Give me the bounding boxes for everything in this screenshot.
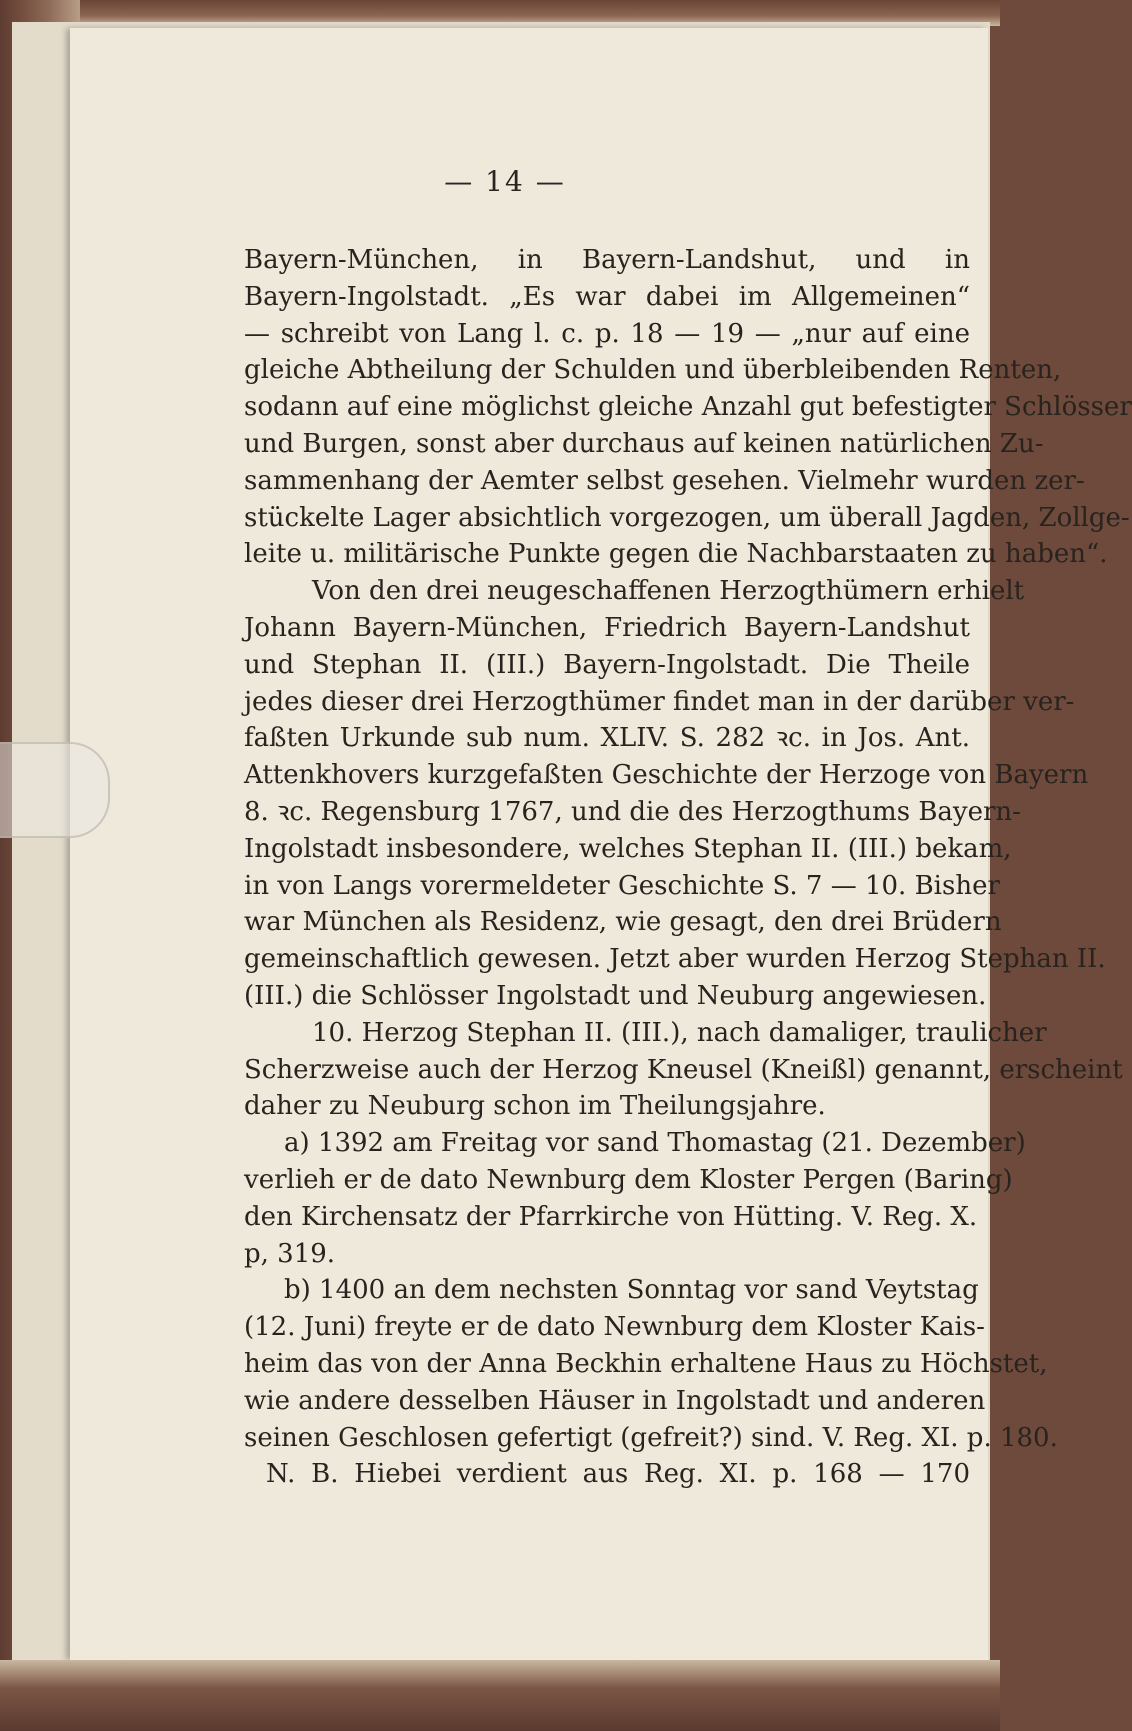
text-line: 8. ꝛc. Regensburg 1767, und die des Herzogthums Bayern- xyxy=(244,796,1021,827)
text-line: war München als Residenz, wie gesagt, den drei Brüdern xyxy=(244,907,1002,938)
text-line: leite u. militärische Punkte gegen die Nachbarstaaten zu haben“. xyxy=(244,539,1108,570)
text-line: Ingolstadt insbesondere, welches Stephan II. (III.) bekam, xyxy=(244,833,1012,864)
page-body-text xyxy=(244,242,1132,1493)
text-line: (III.) die Schlösser Ingolstadt und Neuburg angewiesen. xyxy=(244,980,987,1011)
text-line: stückelte Lager absichtlich vorgezogen, um überall Jagden, Zollge- xyxy=(244,502,1130,533)
text-line: gemeinschaftlich gewesen. Jetzt aber wurden Herzog Stephan II. xyxy=(244,944,1106,975)
text-line: gleiche Abtheilung der Schulden und überbleibenden Renten, xyxy=(244,355,1062,386)
text-line: verlieh er de dato Newnburg dem Kloster Pergen (Baring) xyxy=(244,1164,1013,1195)
text-line: — schreibt von Lang l. c. p. 18 — 19 — „nur auf eine xyxy=(244,318,970,349)
text-line: wie andere desselben Häuser in Ingolstadt und anderen xyxy=(244,1385,986,1416)
text-line: daher zu Neuburg schon im Theilungsjahre. xyxy=(244,1091,826,1122)
text-line: b) 1400 an dem nechsten Sonntag vor sand Veytstag xyxy=(284,1275,979,1306)
text-line: den Kirchensatz der Pfarrkirche von Hütting. V. Reg. X. xyxy=(244,1201,978,1232)
text-line: und Stephan II. (III.) Bayern-Ingolstadt. Die Theile xyxy=(244,649,970,680)
text-line: sodann auf eine möglichst gleiche Anzahl gut befestigter Schlösser xyxy=(244,392,1132,423)
text-line: Von den drei neugeschaffenen Herzogthümern erhielt xyxy=(312,576,1025,607)
book-bottom-edge xyxy=(0,1660,1000,1731)
text-line: seinen Geschlosen gefertigt (gefreit?) sind. V. Reg. XI. p. 180. xyxy=(244,1422,1058,1453)
text-line: Bayern-Ingolstadt. „Es war dabei im Allgemeinen“ xyxy=(244,281,970,312)
text-line: (12. Juni) freyte er de dato Newnburg dem Kloster Kais- xyxy=(244,1312,985,1343)
text-line: Bayern-München, in Bayern-Landshut, und in xyxy=(244,245,970,275)
text-line: p, 319. xyxy=(244,1238,336,1269)
text-line: Johann Bayern-München, Friedrich Bayern-Landshut xyxy=(244,612,970,643)
text-line: jedes dieser drei Herzogthümer findet man in der darüber ver- xyxy=(244,686,1075,717)
page-number: — 14 — xyxy=(444,165,566,198)
text-line: 10. Herzog Stephan II. (III.), nach damaliger, traulicher xyxy=(312,1017,1047,1048)
text-line: sammenhang der Aemter selbst gesehen. Vielmehr wurden zer- xyxy=(244,465,1085,496)
text-line: Scherzweise auch der Herzog Kneusel (Kneißl) genannt, erscheint xyxy=(244,1054,1123,1085)
text-line: und Burgen, sonst aber durchaus auf keinen natürlichen Zu- xyxy=(244,428,1044,459)
text-line: a) 1392 am Freitag vor sand Thomastag (21. Dezember) xyxy=(284,1128,1026,1159)
text-line: faßten Urkunde sub num. XLIV. S. 282 ꝛc. in Jos. Ant. xyxy=(244,723,970,754)
page-clip xyxy=(0,742,110,838)
text-line: N. B. Hiebei verdient aus Reg. XI. p. 168 — 170 xyxy=(266,1459,970,1490)
text-line: in von Langs vorermeldeter Geschichte S. 7 — 10. Bisher xyxy=(244,870,1000,901)
text-line: Attenkhovers kurzgefaßten Geschichte der Herzoge von Bayern xyxy=(244,760,1089,791)
text-line: heim das von der Anna Beckhin erhaltene Haus zu Höchstet, xyxy=(244,1348,1048,1379)
